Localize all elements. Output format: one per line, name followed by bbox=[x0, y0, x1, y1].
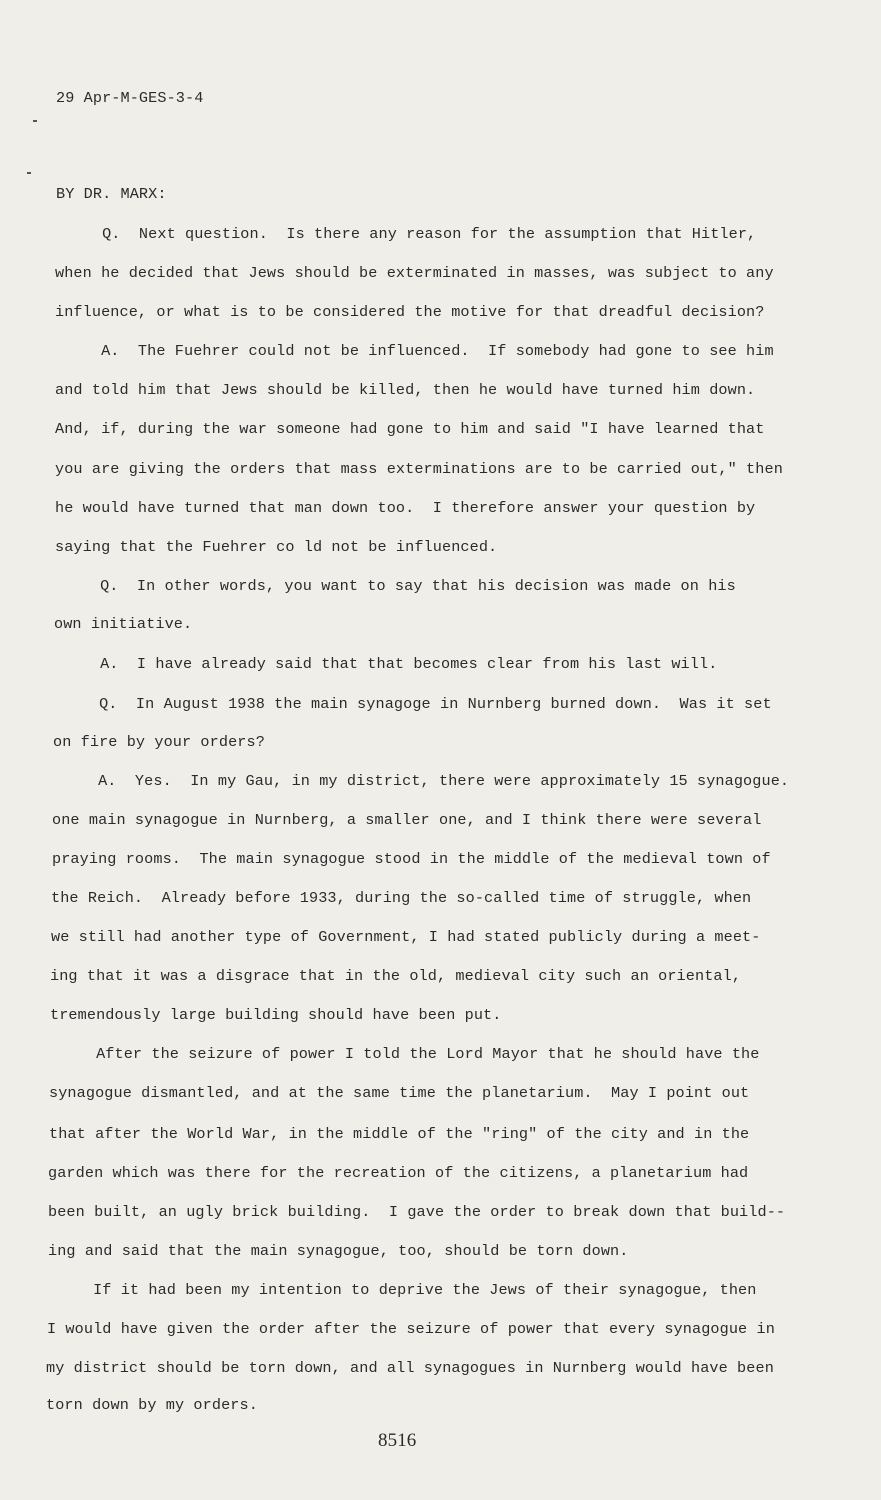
text-line: the Reich. Already before 1933, during the so-called time of struggle, when bbox=[51, 889, 752, 907]
text-line: on fire by your orders? bbox=[53, 733, 265, 751]
text-line: A. Yes. In my Gau, in my district, there were approximately 15 synagogue. bbox=[52, 772, 790, 790]
text-line: ing that it was a disgrace that in the old, medieval city such an oriental, bbox=[50, 967, 742, 985]
text-line: my district should be torn down, and all synagogues in Nurnberg would have been bbox=[46, 1359, 774, 1377]
text-line: and told him that Jews should be killed, then he would have turned him down. bbox=[55, 381, 756, 399]
text-line: If it had been my intention to deprive the Jews of their synagogue, then bbox=[47, 1281, 757, 1299]
text-line: when he decided that Jews should be exterminated in masses, was subject to any bbox=[55, 264, 774, 282]
text-line: I would have given the order after the seizure of power that every synagogue in bbox=[47, 1320, 775, 1338]
text-line: Q. In August 1938 the main synagoge in Nurnberg burned down. Was it set bbox=[53, 695, 772, 713]
text-line: you are giving the orders that mass exterminations are to be carried out," then bbox=[55, 460, 783, 478]
text-line: Q. In other words, you want to say that his decision was made on his bbox=[54, 577, 736, 595]
text-line: saying that the Fuehrer co ld not be influenced. bbox=[55, 538, 498, 556]
speaker-heading: BY DR. MARX: bbox=[56, 185, 167, 203]
text-line: garden which was there for the recreation of the citizens, a planetarium had bbox=[48, 1164, 749, 1182]
text-line: synagogue dismantled, and at the same time the planetarium. May I point out bbox=[49, 1084, 750, 1102]
text-line: And, if, during the war someone had gone to him and said "I have learned that bbox=[55, 420, 765, 438]
text-line: one main synagogue in Nurnberg, a smaller one, and I think there were several bbox=[52, 811, 762, 829]
page-number: 8516 bbox=[378, 1430, 417, 1451]
document-id: 29 Apr-M-GES-3-4 bbox=[56, 89, 204, 107]
text-line: A. The Fuehrer could not be influenced. If somebody had gone to see him bbox=[55, 342, 774, 360]
text-line: Q. Next question. Is there any reason for the assumption that Hitler, bbox=[56, 225, 757, 243]
text-line: he would have turned that man down too. I therefore answer your question by bbox=[55, 499, 756, 517]
text-line: praying rooms. The main synagogue stood in the middle of the medieval town of bbox=[52, 850, 771, 868]
text-line: tremendously large building should have been put. bbox=[50, 1006, 502, 1024]
text-line: that after the World War, in the middle of the "ring" of the city and in the bbox=[49, 1125, 750, 1143]
text-line: ing and said that the main synagogue, too, should be torn down. bbox=[48, 1242, 629, 1260]
text-line: influence, or what is to be considered the motive for that dreadful decision? bbox=[55, 303, 765, 321]
text-line: been built, an ugly brick building. I gave the order to break down that build-- bbox=[48, 1203, 786, 1221]
text-line: After the seizure of power I told the Lord Mayor that he should have the bbox=[50, 1045, 760, 1063]
text-line: we still had another type of Government, I had stated publicly during a meet- bbox=[51, 928, 761, 946]
margin-mark bbox=[33, 120, 37, 122]
margin-mark bbox=[27, 172, 31, 174]
text-line: A. I have already said that that becomes clear from his last will. bbox=[54, 655, 718, 673]
text-line: torn down by my orders. bbox=[46, 1396, 258, 1414]
text-line: own initiative. bbox=[54, 615, 193, 633]
